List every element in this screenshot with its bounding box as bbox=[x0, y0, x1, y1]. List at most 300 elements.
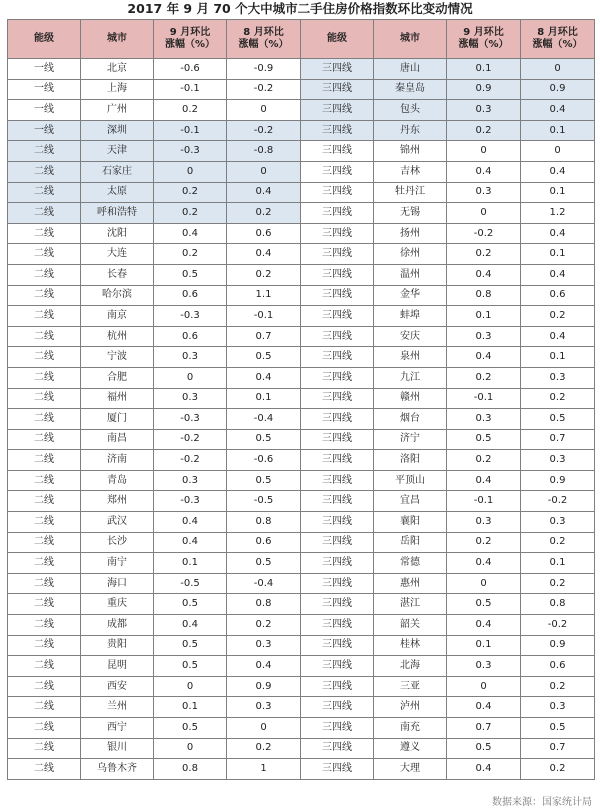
left-sep-change-cell: -0.5 bbox=[154, 573, 227, 594]
left-city-cell: 哈尔滨 bbox=[81, 285, 154, 306]
left-city-cell: 西宁 bbox=[81, 718, 154, 739]
left-aug-change-cell: 0.5 bbox=[227, 347, 301, 368]
right-sep-change-cell: 0.4 bbox=[447, 615, 521, 636]
left-aug-change-cell: 1 bbox=[227, 759, 301, 780]
left-city-cell: 深圳 bbox=[81, 120, 154, 141]
table-body bbox=[8, 59, 595, 780]
right-sep-change-cell: 0.1 bbox=[447, 59, 521, 80]
right-aug-change-cell: 0.2 bbox=[521, 676, 595, 697]
table-row bbox=[8, 285, 595, 306]
left-city-cell: 青岛 bbox=[81, 470, 154, 491]
right-city-cell: 济宁 bbox=[374, 429, 447, 450]
right-city-cell: 三亚 bbox=[374, 676, 447, 697]
left-tier-cell: 二线 bbox=[8, 697, 81, 718]
right-city-cell: 丹东 bbox=[374, 120, 447, 141]
left-tier-cell: 二线 bbox=[8, 512, 81, 533]
right-aug-change-cell: 0 bbox=[521, 141, 595, 162]
left-sep-change-cell: 0 bbox=[154, 161, 227, 182]
right-tier-cell: 三四线 bbox=[301, 656, 374, 677]
left-sep-change-cell: 0.6 bbox=[154, 326, 227, 347]
right-aug-change-cell: 0.9 bbox=[521, 635, 595, 656]
table-row bbox=[8, 635, 595, 656]
left-city-cell: 上海 bbox=[81, 79, 154, 100]
right-city-cell: 大理 bbox=[374, 759, 447, 780]
left-sep-change-cell: -0.2 bbox=[154, 429, 227, 450]
left-city-cell: 太原 bbox=[81, 182, 154, 203]
table-row bbox=[8, 553, 595, 574]
left-city-cell: 沈阳 bbox=[81, 223, 154, 244]
right-city-cell: 扬州 bbox=[374, 223, 447, 244]
left-tier-cell: 二线 bbox=[8, 388, 81, 409]
left-city-cell: 天津 bbox=[81, 141, 154, 162]
right-tier-cell: 三四线 bbox=[301, 594, 374, 615]
left-city-cell: 长沙 bbox=[81, 532, 154, 553]
right-tier-cell: 三四线 bbox=[301, 79, 374, 100]
right-sep-change-cell: 0 bbox=[447, 676, 521, 697]
right-tier-cell: 三四线 bbox=[301, 532, 374, 553]
table-row bbox=[8, 573, 595, 594]
right-sep-change-cell: 0 bbox=[447, 141, 521, 162]
right-tier-cell: 三四线 bbox=[301, 203, 374, 224]
left-aug-change-cell: -0.1 bbox=[227, 306, 301, 327]
right-city-cell: 襄阳 bbox=[374, 512, 447, 533]
table-row bbox=[8, 697, 595, 718]
left-aug-change-cell: -0.6 bbox=[227, 450, 301, 471]
table-row bbox=[8, 429, 595, 450]
header-sep-change: 9 月环比 涨幅（%） bbox=[154, 20, 227, 59]
left-tier-cell: 二线 bbox=[8, 429, 81, 450]
left-aug-change-cell: 0.5 bbox=[227, 553, 301, 574]
left-tier-cell: 二线 bbox=[8, 161, 81, 182]
right-city-cell: 泉州 bbox=[374, 347, 447, 368]
table-row bbox=[8, 656, 595, 677]
right-city-cell: 安庆 bbox=[374, 326, 447, 347]
right-aug-change-cell: 0.6 bbox=[521, 656, 595, 677]
left-city-cell: 银川 bbox=[81, 738, 154, 759]
left-sep-change-cell: 0.5 bbox=[154, 635, 227, 656]
left-tier-cell: 二线 bbox=[8, 223, 81, 244]
left-city-cell: 石家庄 bbox=[81, 161, 154, 182]
right-aug-change-cell: 0.5 bbox=[521, 409, 595, 430]
left-sep-change-cell: -0.2 bbox=[154, 450, 227, 471]
right-tier-cell: 三四线 bbox=[301, 697, 374, 718]
table-row bbox=[8, 244, 595, 265]
left-tier-cell: 二线 bbox=[8, 141, 81, 162]
left-city-cell: 乌鲁木齐 bbox=[81, 759, 154, 780]
left-sep-change-cell: 0 bbox=[154, 738, 227, 759]
right-aug-change-cell: 0.1 bbox=[521, 553, 595, 574]
left-sep-change-cell: -0.3 bbox=[154, 306, 227, 327]
left-aug-change-cell: -0.9 bbox=[227, 59, 301, 80]
left-aug-change-cell: -0.4 bbox=[227, 409, 301, 430]
table-row bbox=[8, 594, 595, 615]
right-sep-change-cell: 0.4 bbox=[447, 759, 521, 780]
right-aug-change-cell: 0.2 bbox=[521, 532, 595, 553]
left-aug-change-cell: 0 bbox=[227, 100, 301, 121]
left-tier-cell: 二线 bbox=[8, 491, 81, 512]
left-city-cell: 南京 bbox=[81, 306, 154, 327]
table-row bbox=[8, 264, 595, 285]
right-tier-cell: 三四线 bbox=[301, 59, 374, 80]
right-aug-change-cell: 0.3 bbox=[521, 450, 595, 471]
data-source: 数据来源：国家统计局 bbox=[492, 797, 592, 808]
right-tier-cell: 三四线 bbox=[301, 450, 374, 471]
table-row bbox=[8, 182, 595, 203]
left-tier-cell: 二线 bbox=[8, 635, 81, 656]
left-sep-change-cell: 0.3 bbox=[154, 388, 227, 409]
left-city-cell: 海口 bbox=[81, 573, 154, 594]
left-sep-change-cell: 0.5 bbox=[154, 718, 227, 739]
left-aug-change-cell: -0.2 bbox=[227, 120, 301, 141]
left-city-cell: 宁波 bbox=[81, 347, 154, 368]
right-tier-cell: 三四线 bbox=[301, 573, 374, 594]
right-city-cell: 蚌埠 bbox=[374, 306, 447, 327]
left-tier-cell: 二线 bbox=[8, 367, 81, 388]
left-city-cell: 兰州 bbox=[81, 697, 154, 718]
right-tier-cell: 三四线 bbox=[301, 264, 374, 285]
table-row bbox=[8, 512, 595, 533]
right-aug-change-cell: 1.2 bbox=[521, 203, 595, 224]
left-city-cell: 成都 bbox=[81, 615, 154, 636]
right-tier-cell: 三四线 bbox=[301, 512, 374, 533]
right-city-cell: 徐州 bbox=[374, 244, 447, 265]
table-row bbox=[8, 161, 595, 182]
right-tier-cell: 三四线 bbox=[301, 491, 374, 512]
left-tier-cell: 一线 bbox=[8, 79, 81, 100]
right-city-cell: 宜昌 bbox=[374, 491, 447, 512]
left-aug-change-cell: 0.5 bbox=[227, 429, 301, 450]
left-aug-change-cell: 0.8 bbox=[227, 594, 301, 615]
right-sep-change-cell: 0.1 bbox=[447, 306, 521, 327]
left-sep-change-cell: 0.6 bbox=[154, 285, 227, 306]
right-sep-change-cell: -0.1 bbox=[447, 388, 521, 409]
right-tier-cell: 三四线 bbox=[301, 553, 374, 574]
table-row bbox=[8, 470, 595, 491]
left-sep-change-cell: 0.4 bbox=[154, 532, 227, 553]
left-tier-cell: 二线 bbox=[8, 347, 81, 368]
left-sep-change-cell: 0 bbox=[154, 367, 227, 388]
right-tier-cell: 三四线 bbox=[301, 326, 374, 347]
header-row bbox=[8, 20, 595, 59]
left-tier-cell: 二线 bbox=[8, 676, 81, 697]
right-city-cell: 温州 bbox=[374, 264, 447, 285]
right-city-cell: 包头 bbox=[374, 100, 447, 121]
right-city-cell: 烟台 bbox=[374, 409, 447, 430]
left-tier-cell: 二线 bbox=[8, 409, 81, 430]
left-tier-cell: 一线 bbox=[8, 100, 81, 121]
left-tier-cell: 二线 bbox=[8, 450, 81, 471]
right-aug-change-cell: 0.2 bbox=[521, 388, 595, 409]
left-aug-change-cell: 0.3 bbox=[227, 635, 301, 656]
price-index-table bbox=[7, 19, 595, 780]
left-tier-cell: 二线 bbox=[8, 615, 81, 636]
right-sep-change-cell: 0.4 bbox=[447, 553, 521, 574]
table-row bbox=[8, 203, 595, 224]
right-sep-change-cell: -0.1 bbox=[447, 491, 521, 512]
right-tier-cell: 三四线 bbox=[301, 470, 374, 491]
header-city: 城市 bbox=[374, 20, 447, 59]
right-aug-change-cell: 0.7 bbox=[521, 738, 595, 759]
left-sep-change-cell: 0.2 bbox=[154, 244, 227, 265]
right-tier-cell: 三四线 bbox=[301, 759, 374, 780]
left-aug-change-cell: 0.3 bbox=[227, 697, 301, 718]
left-city-cell: 武汉 bbox=[81, 512, 154, 533]
left-sep-change-cell: -0.3 bbox=[154, 409, 227, 430]
left-sep-change-cell: -0.6 bbox=[154, 59, 227, 80]
table-row bbox=[8, 615, 595, 636]
table-row bbox=[8, 491, 595, 512]
right-aug-change-cell: 0.2 bbox=[521, 573, 595, 594]
left-tier-cell: 二线 bbox=[8, 738, 81, 759]
left-sep-change-cell: 0.5 bbox=[154, 594, 227, 615]
right-city-cell: 赣州 bbox=[374, 388, 447, 409]
right-tier-cell: 三四线 bbox=[301, 285, 374, 306]
left-aug-change-cell: 0.2 bbox=[227, 203, 301, 224]
left-city-cell: 合肥 bbox=[81, 367, 154, 388]
left-sep-change-cell: 0.4 bbox=[154, 615, 227, 636]
right-sep-change-cell: 0.3 bbox=[447, 409, 521, 430]
left-sep-change-cell: 0.2 bbox=[154, 100, 227, 121]
left-sep-change-cell: 0.3 bbox=[154, 470, 227, 491]
right-tier-cell: 三四线 bbox=[301, 676, 374, 697]
left-sep-change-cell: 0 bbox=[154, 676, 227, 697]
header-aug-change: 8 月环比 涨幅（%） bbox=[227, 20, 301, 59]
table-row bbox=[8, 738, 595, 759]
right-aug-change-cell: 0.6 bbox=[521, 285, 595, 306]
left-city-cell: 济南 bbox=[81, 450, 154, 471]
right-sep-change-cell: 0.2 bbox=[447, 367, 521, 388]
right-aug-change-cell: 0.4 bbox=[521, 161, 595, 182]
left-aug-change-cell: 0 bbox=[227, 161, 301, 182]
table-row bbox=[8, 100, 595, 121]
table-row bbox=[8, 388, 595, 409]
left-sep-change-cell: 0.2 bbox=[154, 203, 227, 224]
left-city-cell: 西安 bbox=[81, 676, 154, 697]
table-row bbox=[8, 79, 595, 100]
left-sep-change-cell: -0.1 bbox=[154, 120, 227, 141]
right-city-cell: 岳阳 bbox=[374, 532, 447, 553]
right-tier-cell: 三四线 bbox=[301, 141, 374, 162]
right-sep-change-cell: 0.4 bbox=[447, 697, 521, 718]
left-aug-change-cell: 0.9 bbox=[227, 676, 301, 697]
right-city-cell: 平顶山 bbox=[374, 470, 447, 491]
right-sep-change-cell: 0.4 bbox=[447, 264, 521, 285]
header-tier: 能级 bbox=[301, 20, 374, 59]
right-city-cell: 洛阳 bbox=[374, 450, 447, 471]
left-sep-change-cell: 0.5 bbox=[154, 656, 227, 677]
left-aug-change-cell: 0.6 bbox=[227, 223, 301, 244]
left-aug-change-cell: 0.1 bbox=[227, 388, 301, 409]
right-tier-cell: 三四线 bbox=[301, 347, 374, 368]
left-sep-change-cell: 0.8 bbox=[154, 759, 227, 780]
right-tier-cell: 三四线 bbox=[301, 409, 374, 430]
table-row bbox=[8, 532, 595, 553]
left-aug-change-cell: 0.2 bbox=[227, 615, 301, 636]
left-sep-change-cell: 0.4 bbox=[154, 223, 227, 244]
right-aug-change-cell: 0.3 bbox=[521, 512, 595, 533]
right-tier-cell: 三四线 bbox=[301, 738, 374, 759]
left-sep-change-cell: -0.3 bbox=[154, 491, 227, 512]
left-tier-cell: 二线 bbox=[8, 718, 81, 739]
left-aug-change-cell: -0.5 bbox=[227, 491, 301, 512]
table-title: 2017 年 9 月 70 个大中城市二手住房价格指数环比变动情况 bbox=[127, 1, 473, 16]
right-sep-change-cell: 0.5 bbox=[447, 738, 521, 759]
right-tier-cell: 三四线 bbox=[301, 306, 374, 327]
left-city-cell: 厦门 bbox=[81, 409, 154, 430]
left-city-cell: 重庆 bbox=[81, 594, 154, 615]
right-aug-change-cell: 0.4 bbox=[521, 326, 595, 347]
right-sep-change-cell: 0.8 bbox=[447, 285, 521, 306]
right-sep-change-cell: 0.1 bbox=[447, 635, 521, 656]
right-aug-change-cell: 0.1 bbox=[521, 347, 595, 368]
left-tier-cell: 二线 bbox=[8, 203, 81, 224]
table-row bbox=[8, 326, 595, 347]
left-tier-cell: 二线 bbox=[8, 264, 81, 285]
right-sep-change-cell: 0 bbox=[447, 203, 521, 224]
right-tier-cell: 三四线 bbox=[301, 429, 374, 450]
right-sep-change-cell: 0.3 bbox=[447, 512, 521, 533]
left-aug-change-cell: 0.4 bbox=[227, 182, 301, 203]
right-aug-change-cell: 0.9 bbox=[521, 79, 595, 100]
right-city-cell: 湛江 bbox=[374, 594, 447, 615]
right-aug-change-cell: 0.1 bbox=[521, 182, 595, 203]
right-tier-cell: 三四线 bbox=[301, 367, 374, 388]
left-aug-change-cell: 0.2 bbox=[227, 738, 301, 759]
table-row bbox=[8, 141, 595, 162]
right-tier-cell: 三四线 bbox=[301, 161, 374, 182]
left-city-cell: 贵阳 bbox=[81, 635, 154, 656]
right-city-cell: 遵义 bbox=[374, 738, 447, 759]
right-aug-change-cell: 0.4 bbox=[521, 223, 595, 244]
table-row bbox=[8, 120, 595, 141]
right-aug-change-cell: 0.9 bbox=[521, 470, 595, 491]
right-aug-change-cell: 0 bbox=[521, 59, 595, 80]
right-city-cell: 秦皇岛 bbox=[374, 79, 447, 100]
left-tier-cell: 二线 bbox=[8, 285, 81, 306]
right-city-cell: 常德 bbox=[374, 553, 447, 574]
right-aug-change-cell: -0.2 bbox=[521, 615, 595, 636]
left-city-cell: 北京 bbox=[81, 59, 154, 80]
right-sep-change-cell: 0.3 bbox=[447, 182, 521, 203]
right-aug-change-cell: 0.8 bbox=[521, 594, 595, 615]
left-aug-change-cell: 1.1 bbox=[227, 285, 301, 306]
table-row bbox=[8, 450, 595, 471]
right-aug-change-cell: 0.1 bbox=[521, 120, 595, 141]
right-tier-cell: 三四线 bbox=[301, 615, 374, 636]
right-sep-change-cell: 0.2 bbox=[447, 244, 521, 265]
left-city-cell: 昆明 bbox=[81, 656, 154, 677]
right-sep-change-cell: -0.2 bbox=[447, 223, 521, 244]
right-city-cell: 泸州 bbox=[374, 697, 447, 718]
left-aug-change-cell: -0.4 bbox=[227, 573, 301, 594]
table-row bbox=[8, 59, 595, 80]
left-aug-change-cell: 0.6 bbox=[227, 532, 301, 553]
right-city-cell: 金华 bbox=[374, 285, 447, 306]
left-tier-cell: 二线 bbox=[8, 656, 81, 677]
right-sep-change-cell: 0.2 bbox=[447, 450, 521, 471]
left-sep-change-cell: 0.4 bbox=[154, 512, 227, 533]
right-aug-change-cell: 0.3 bbox=[521, 697, 595, 718]
right-tier-cell: 三四线 bbox=[301, 718, 374, 739]
right-city-cell: 桂林 bbox=[374, 635, 447, 656]
table-row bbox=[8, 223, 595, 244]
right-aug-change-cell: 0.1 bbox=[521, 244, 595, 265]
table-row bbox=[8, 347, 595, 368]
left-sep-change-cell: -0.3 bbox=[154, 141, 227, 162]
right-city-cell: 唐山 bbox=[374, 59, 447, 80]
right-sep-change-cell: 0.4 bbox=[447, 347, 521, 368]
right-sep-change-cell: 0.4 bbox=[447, 161, 521, 182]
header-city: 城市 bbox=[81, 20, 154, 59]
left-tier-cell: 二线 bbox=[8, 306, 81, 327]
left-sep-change-cell: 0.2 bbox=[154, 182, 227, 203]
right-aug-change-cell: 0.4 bbox=[521, 100, 595, 121]
right-sep-change-cell: 0.5 bbox=[447, 594, 521, 615]
header-aug-change: 8 月环比 涨幅（%） bbox=[521, 20, 595, 59]
left-city-cell: 福州 bbox=[81, 388, 154, 409]
left-tier-cell: 一线 bbox=[8, 120, 81, 141]
right-city-cell: 韶关 bbox=[374, 615, 447, 636]
right-sep-change-cell: 0.7 bbox=[447, 718, 521, 739]
right-city-cell: 惠州 bbox=[374, 573, 447, 594]
right-tier-cell: 三四线 bbox=[301, 244, 374, 265]
left-city-cell: 大连 bbox=[81, 244, 154, 265]
left-aug-change-cell: 0.4 bbox=[227, 367, 301, 388]
right-tier-cell: 三四线 bbox=[301, 635, 374, 656]
left-city-cell: 杭州 bbox=[81, 326, 154, 347]
left-city-cell: 南昌 bbox=[81, 429, 154, 450]
right-tier-cell: 三四线 bbox=[301, 182, 374, 203]
left-sep-change-cell: 0.5 bbox=[154, 264, 227, 285]
right-aug-change-cell: 0.3 bbox=[521, 367, 595, 388]
left-city-cell: 长春 bbox=[81, 264, 154, 285]
left-tier-cell: 二线 bbox=[8, 182, 81, 203]
right-tier-cell: 三四线 bbox=[301, 388, 374, 409]
right-aug-change-cell: 0.2 bbox=[521, 306, 595, 327]
left-sep-change-cell: -0.1 bbox=[154, 79, 227, 100]
table-row bbox=[8, 306, 595, 327]
right-city-cell: 南充 bbox=[374, 718, 447, 739]
left-aug-change-cell: -0.8 bbox=[227, 141, 301, 162]
right-tier-cell: 三四线 bbox=[301, 100, 374, 121]
table-row bbox=[8, 718, 595, 739]
right-sep-change-cell: 0.2 bbox=[447, 120, 521, 141]
header-tier: 能级 bbox=[8, 20, 81, 59]
left-aug-change-cell: -0.2 bbox=[227, 79, 301, 100]
table-row bbox=[8, 367, 595, 388]
right-sep-change-cell: 0.2 bbox=[447, 532, 521, 553]
right-aug-change-cell: 0.5 bbox=[521, 718, 595, 739]
left-tier-cell: 二线 bbox=[8, 759, 81, 780]
left-aug-change-cell: 0.4 bbox=[227, 656, 301, 677]
right-city-cell: 吉林 bbox=[374, 161, 447, 182]
right-sep-change-cell: 0 bbox=[447, 573, 521, 594]
table-row bbox=[8, 409, 595, 430]
left-aug-change-cell: 0.5 bbox=[227, 470, 301, 491]
right-aug-change-cell: 0.7 bbox=[521, 429, 595, 450]
left-aug-change-cell: 0.2 bbox=[227, 264, 301, 285]
right-sep-change-cell: 0.4 bbox=[447, 470, 521, 491]
table-row bbox=[8, 759, 595, 780]
left-aug-change-cell: 0.8 bbox=[227, 512, 301, 533]
left-aug-change-cell: 0.4 bbox=[227, 244, 301, 265]
right-tier-cell: 三四线 bbox=[301, 120, 374, 141]
left-aug-change-cell: 0.7 bbox=[227, 326, 301, 347]
right-tier-cell: 三四线 bbox=[301, 223, 374, 244]
right-aug-change-cell: 0.4 bbox=[521, 264, 595, 285]
left-tier-cell: 一线 bbox=[8, 59, 81, 80]
right-sep-change-cell: 0.9 bbox=[447, 79, 521, 100]
